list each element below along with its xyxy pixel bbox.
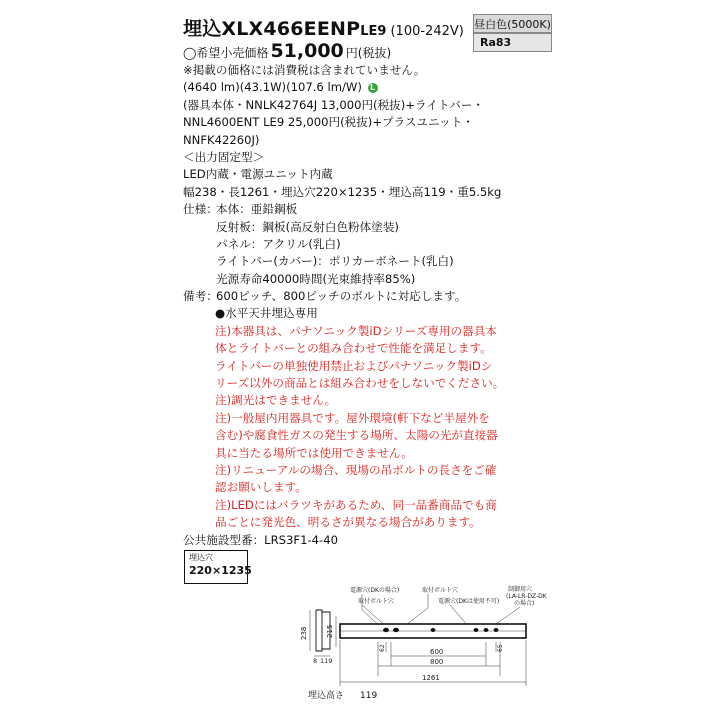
- red-note-line: リーズ以外の商品とは組み合わせをしないでください。: [215, 376, 505, 391]
- price-value: 51,000: [270, 40, 344, 62]
- red-note-line: ライトバーの単独使用禁止およびパナソニック製iDシ: [215, 358, 493, 373]
- dim-238: 238: [300, 626, 308, 640]
- label-power-dk: 電源穴(DKの場合): [350, 587, 400, 594]
- dim-600: 600: [430, 648, 444, 656]
- cutout-label: 埋込穴: [189, 553, 213, 562]
- label-sensor-hole: 制御用穴: [508, 586, 533, 593]
- l-mark-icon: L: [368, 83, 378, 93]
- public-model-number: 公共施設型番：LRS3F1-4-40: [183, 532, 338, 547]
- red-note-line: 注)調光はできません。: [215, 393, 337, 408]
- red-note-line: 注)一般屋内用器具です。屋外環境(軒下など半屋外を: [215, 410, 490, 425]
- component-line: (器具本体・NNLK42764J 13,000円(税抜)+ライトバー・: [183, 97, 484, 112]
- embed-height-value: 119: [360, 691, 378, 701]
- title-model-number: XLX466EENP: [221, 18, 361, 40]
- embed-height-label: 埋込高さ: [308, 691, 345, 701]
- spec-item: パネル：アクリル(乳白): [216, 236, 341, 251]
- label-sensor-hole-note2: の場合): [514, 600, 535, 607]
- efficiency-text: (4640 lm)(43.1W)(107.6 lm/W): [183, 80, 362, 95]
- component-line: NNFK42260J): [183, 132, 260, 147]
- spec-item: ライトバー(カバー)：ポリカーボネート(乳白): [216, 254, 454, 269]
- price-label: ◯希望小売価格: [183, 46, 269, 60]
- dim-8: 8: [313, 657, 318, 665]
- price-tax: 円(税抜): [345, 46, 392, 60]
- led-info: LED内蔵・電源ユニット内蔵: [183, 167, 333, 182]
- spec-block: [183, 201, 563, 288]
- price-row: [183, 40, 563, 62]
- tax-notice: ※掲載の価格には消費税は含まれていません。: [183, 63, 426, 77]
- output-type: ＜出力固定型＞: [183, 149, 265, 164]
- cutout-value: 220×1235: [189, 564, 252, 577]
- dim-65: 65: [497, 644, 504, 652]
- spec-item: 本体：亜鉛鋼板: [216, 202, 298, 217]
- spec-values: [216, 201, 563, 288]
- red-note-line: 品ごとに発光色、明るさが異なる場合があります。: [215, 515, 481, 530]
- title-prefix: 埋込: [183, 18, 222, 40]
- red-note-line: 注)LEDにはバラツキがあるため、同一品番商品でも商: [215, 497, 497, 512]
- red-note-line: 注)リニューアルの場合、現場の吊ボルトの長さをご確: [215, 462, 497, 477]
- spec-key: 仕様：: [183, 202, 218, 217]
- product-title: [183, 14, 464, 40]
- remarks-key: 備考：: [183, 289, 218, 304]
- red-note-line: 体とライトバーとの組み合わせで性能を満足します。: [215, 341, 492, 356]
- title-voltage: (100-242V): [390, 24, 464, 39]
- spec-item: 光源寿命40000時間(光束維持率85%): [216, 271, 416, 286]
- remarks-block: [183, 288, 563, 305]
- ra-badge: Ra83: [473, 33, 552, 52]
- cutout-box: [184, 550, 252, 584]
- color-temperature-badge: 昼白色(5000K): [473, 14, 552, 33]
- label-power-dk-unused: 電源穴(DKは使用不可): [438, 598, 500, 605]
- label-mount-bolt-2: 取付ボルト穴: [358, 598, 395, 605]
- red-note-line: 含む)や腐食性ガスの発生する場所、太陽の光が直接器: [215, 428, 498, 443]
- dim-62: 62: [379, 644, 386, 652]
- dim-215: 215: [326, 624, 334, 638]
- spec-item: 反射板：鋼板(高反射白色粉体塗装): [216, 219, 399, 234]
- dimension-drawing: [300, 580, 547, 705]
- dimensions: 幅238・長1261・埋込穴220×1235・埋込高119・重5.5kg: [183, 184, 502, 199]
- embed-height: [308, 688, 377, 701]
- title-model-suffix: LE9: [360, 24, 387, 39]
- label-sensor-hole-note: (LA-LR-DZ-DK: [506, 593, 547, 600]
- dim-119: 119: [320, 657, 333, 665]
- label-mount-bolt-1: 取付ボルト穴: [422, 587, 459, 594]
- red-note-line: 認お願いします。: [215, 480, 307, 495]
- dim-800: 800: [430, 658, 444, 666]
- red-note-line: 注)本器具は、パナソニック製iDシリーズ専用の器具本: [215, 323, 497, 338]
- remarks-first: 600ピッチ、800ピッチのボルトに対応します。: [216, 289, 467, 304]
- spec-text: [183, 40, 563, 549]
- install-note: ●水平天井埋込専用: [215, 306, 318, 321]
- dim-1261: 1261: [422, 674, 440, 682]
- red-note-line: 具に当たる場所では使用できません。: [215, 445, 413, 460]
- component-line: NNL4600ENT LE9 25,000円(税抜)+プラスユニット・: [183, 115, 474, 130]
- efficiency-row: [183, 79, 563, 96]
